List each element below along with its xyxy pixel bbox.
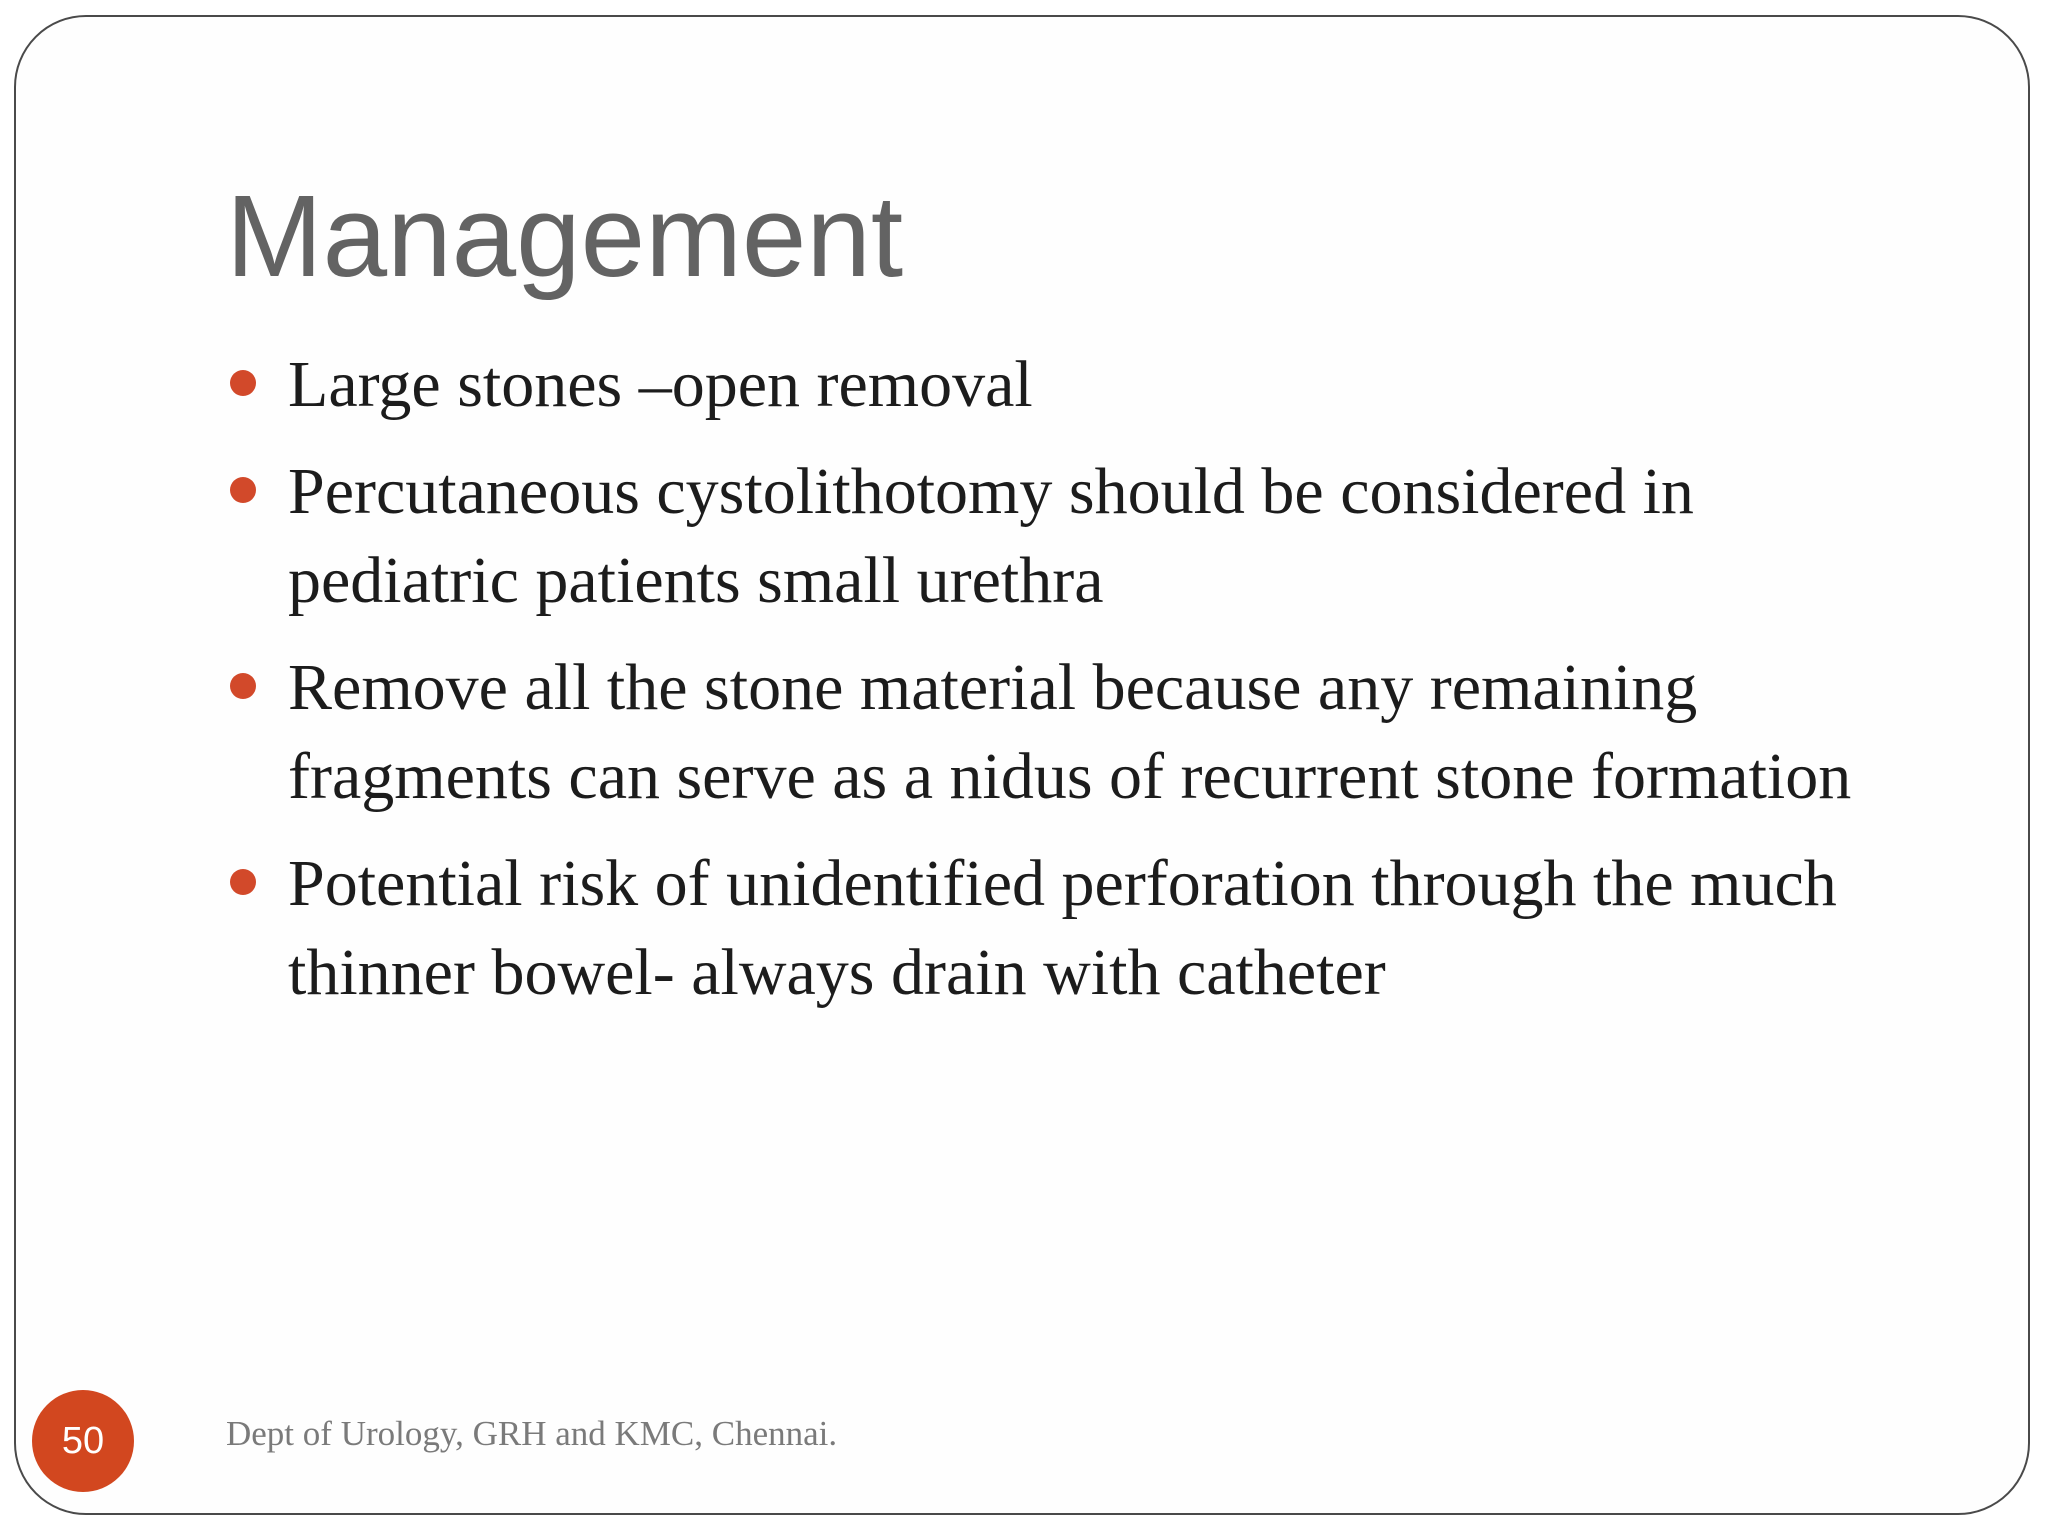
bullet-dot-icon xyxy=(230,869,256,895)
bullet-text: Remove all the stone material because any remaining fragments can serve as a nidus of recurrent stone formation xyxy=(288,651,1852,813)
bullet-text: Potential risk of unidentified perforation through the much thinner bowel- always drain with catheter xyxy=(288,847,1837,1009)
bullet-dot-icon xyxy=(230,477,256,503)
bullet-dot-icon xyxy=(230,673,256,699)
bullet-list xyxy=(226,340,1886,1035)
page-number-badge: 50 xyxy=(32,1390,134,1492)
bullet-text: Percutaneous cystolithotomy should be considered in pediatric patients small urethra xyxy=(288,455,1694,617)
bullet-dot-icon xyxy=(230,370,256,396)
footer-text: Dept of Urology, GRH and KMC, Chennai. xyxy=(226,1414,838,1453)
bullet-item xyxy=(226,340,1886,429)
bullet-item xyxy=(226,643,1886,821)
bullet-item xyxy=(226,839,1886,1017)
bullet-item xyxy=(226,447,1886,625)
bullet-text: Large stones –open removal xyxy=(288,348,1033,421)
slide-title: Management xyxy=(226,171,904,301)
